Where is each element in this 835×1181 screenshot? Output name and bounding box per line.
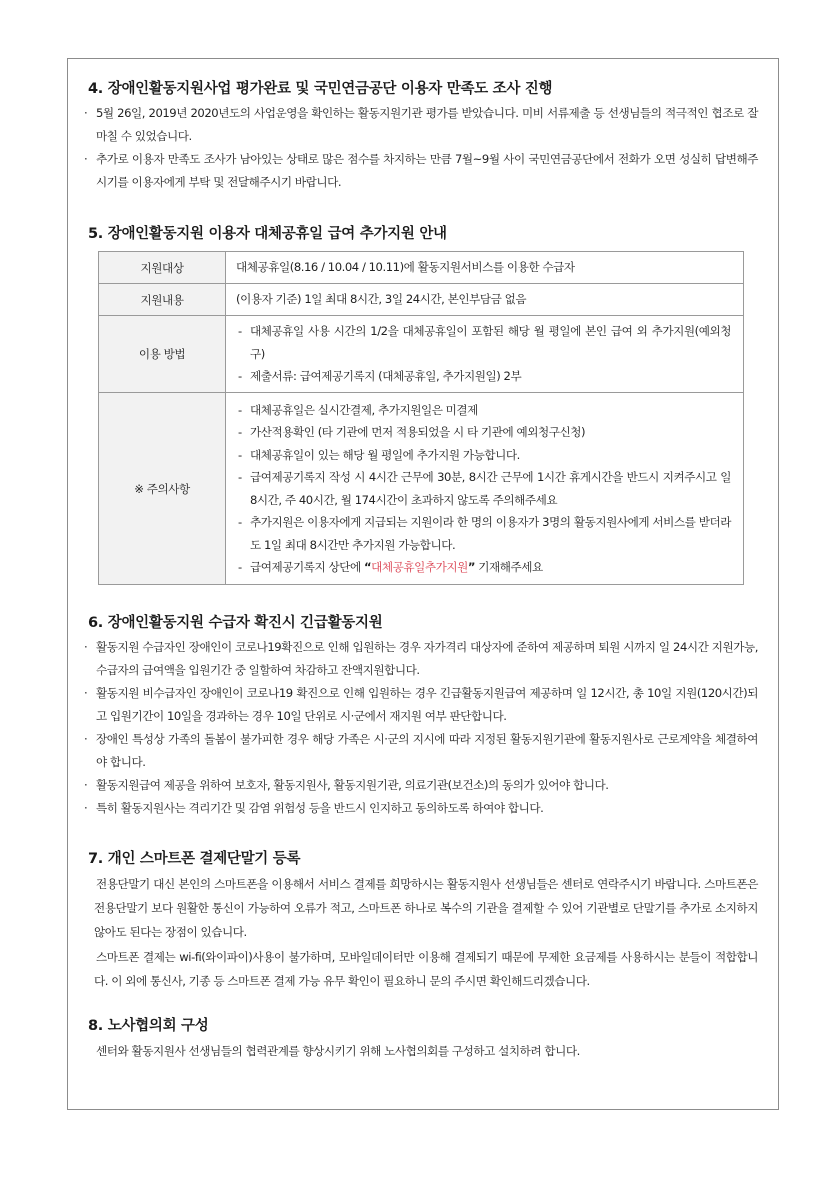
section-6-title: 6. 장애인활동지원 수급자 확진시 긴급활동지원 xyxy=(88,615,383,631)
paragraph: 센터와 활동지원사 선생님들의 협력관계를 향상시키기 위해 노사협의회를 구성하고 설치하려 합니다. xyxy=(96,1044,580,1059)
section-4-title: 4. 장애인활동지원사업 평가완료 및 국민연금공단 이용자 만족도 조사 진행 xyxy=(88,81,553,97)
section-7 xyxy=(88,848,758,993)
support-info-table xyxy=(98,251,744,585)
content-label: 지원내용 xyxy=(99,284,226,316)
close-quote: ” xyxy=(467,560,476,574)
paragraph: 전용단말기 대신 본인의 스마트폰을 이용해서 서비스 결제를 희망하시는 활동지원사 선생님들은 센터로 연락주시기 바랍니다. 스마트폰은 전용단말기 보다 원활한 통신이 가능하여 오류가 적고, 스마트폰 하나로 복수의 기관을 결제할 수 있어 기관별로 단말기를 추가로 소지하지 않아도 된다는 장점이 있습니다. xyxy=(94,877,758,940)
caution-label: ※ 주의사항 xyxy=(99,393,226,585)
section-4 xyxy=(88,78,758,194)
section-4-bullets xyxy=(88,102,758,194)
target-value: 대체공휴일(8.16 / 10.04 / 10.11)에 활동지원서비스를 이용한 수급자 xyxy=(226,252,744,284)
highlight-text: 대체공휴일추가지원 xyxy=(371,560,468,574)
method-list xyxy=(236,320,731,388)
content-value: (이용자 기준) 1일 최대 8시간, 3일 24시간, 본인부담금 없음 xyxy=(226,284,744,316)
caution-last-prefix: 급여제공기록지 상단에 xyxy=(250,560,364,574)
list-item: · 장애인 특성상 가족의 돌봄이 불가피한 경우 해당 가족은 시·군의 지시에 따라 지정된 활동지원기관에 활동지원사로 근로계약을 체결하여야 합니다. xyxy=(82,728,758,774)
list-item: - 급여제공기록지 작성 시 4시간 근무에 30분, 8시간 근무에 1시간 휴게시간을 반드시 지켜주시고 일 8시간, 주 40시간, 월 174시간이 초과하지 않도록 주의해주세요 xyxy=(236,466,731,511)
section-7-body xyxy=(88,872,758,993)
list-item: - 대체공휴일이 있는 해당 월 평일에 추가지원 가능합니다. xyxy=(236,444,731,467)
list-item: - 제출서류: 급여제공기록지 (대체공휴일, 추가지원일) 2부 xyxy=(236,365,731,388)
table-row xyxy=(99,252,744,284)
section-8-title: 8. 노사협의회 구성 xyxy=(88,1018,209,1035)
caution-value xyxy=(226,393,744,585)
section-5 xyxy=(88,223,758,585)
paragraph: 스마트폰 결제는 wi-fi(와이파이)사용이 불가하며, 모바일데이터만 이용해 결제되기 때문에 무제한 요금제를 사용하시는 분들이 적합합니다. 이 외에 통신사, 기종 등 스마트폰 결제 가능 유무 확인이 필요하니 문의 주시면 확인해드리겠습니다. xyxy=(94,949,758,988)
section-8-body xyxy=(88,1039,758,1063)
caution-list xyxy=(236,399,731,579)
list-item: · 활동지원 수급자인 장애인이 코로나19확진으로 인해 입원하는 경우 자가격리 대상자에 준하여 제공하며 퇴원 시까지 일 24시간 지원가능, 수급자의 급여액을 입원기간 중 일할하여 차감하고 잔액지원합니다. xyxy=(82,636,758,682)
section-7-title: 7. 개인 스마트폰 결제단말기 등록 xyxy=(88,851,301,867)
list-item: - 대체공휴일 사용 시간의 1/2을 대체공휴일이 포함된 해당 월 평일에 본인 급여 외 추가지원(예외청구) xyxy=(236,320,731,365)
table-row xyxy=(99,393,744,585)
list-item: - 추가지원은 이용자에게 지급되는 지원이라 한 명의 이용자가 3명의 활동지원사에게 서비스를 받더라도 1일 최대 8시간만 추가지원 가능합니다. xyxy=(236,511,731,556)
list-item: · 활동지원 비수급자인 장애인이 코로나19 확진으로 인해 입원하는 경우 긴급활동지원급여 제공하며 일 12시간, 총 10일 지원(120시간)되고 입원기간이 10일을 경과하는 경우 10일 단위로 시·군에서 재지원 여부 판단합니다. xyxy=(82,682,758,728)
list-item: - 대체공휴일은 실시간결제, 추가지원일은 미결제 xyxy=(236,399,731,422)
section-6 xyxy=(88,612,758,820)
list-item: · 5월 26일, 2019년 2020년도의 사업운영을 확인하는 활동지원기관 평가를 받았습니다. 미비 서류제출 등 선생님들의 적극적인 협조로 잘 마칠 수 있었습니다. xyxy=(82,102,758,148)
list-item xyxy=(236,556,731,579)
list-item: · 특히 활동지원사는 격리기간 및 감염 위험성 등을 반드시 인지하고 동의하도록 하여야 합니다. xyxy=(82,797,758,820)
target-label: 지원대상 xyxy=(99,252,226,284)
list-item: · 활동지원급여 제공을 위하여 보호자, 활동지원사, 활동지원기관, 의료기관(보건소)의 동의가 있어야 합니다. xyxy=(82,774,758,797)
list-item: · 추가로 이용자 만족도 조사가 남아있는 상태로 많은 점수를 차지하는 만큼 7월~9월 사이 국민연금공단에서 전화가 오면 성실히 답변해주시기를 이용자에게 부탁 및 전달해주시기 바랍니다. xyxy=(82,148,758,194)
open-quote: “ xyxy=(363,560,372,574)
caution-last-suffix: 기재해주세요 xyxy=(475,560,543,574)
method-value xyxy=(226,316,744,393)
section-5-title: 5. 장애인활동지원 이용자 대체공휴일 급여 추가지원 안내 xyxy=(88,226,447,242)
method-label: 이용 방법 xyxy=(99,316,226,393)
section-8 xyxy=(88,1015,758,1063)
section-6-bullets xyxy=(88,636,758,820)
table-row xyxy=(99,316,744,393)
document-body xyxy=(88,74,758,1063)
list-item: - 가산적용확인 (타 기관에 먼저 적용되었을 시 타 기관에 예외청구신청) xyxy=(236,421,731,444)
table-row xyxy=(99,284,744,316)
